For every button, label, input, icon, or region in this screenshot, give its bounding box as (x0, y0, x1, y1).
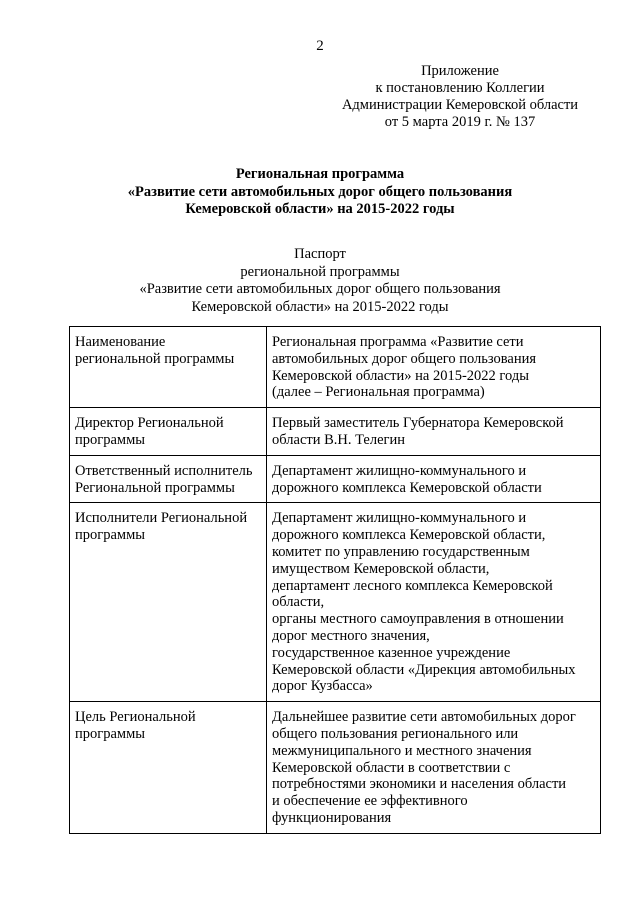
table-row (70, 455, 601, 503)
row-label-line: Исполнители Региональной (75, 510, 248, 527)
passport-title-line: «Развитие сети автомобильных дорог общего пользования (139, 281, 501, 297)
row-value-line: функционирования (272, 809, 392, 826)
row-value-line: департамент лесного комплекса Кемеровской (272, 577, 553, 594)
row-value-line: Департамент жилищно-коммунального и (272, 510, 527, 527)
row-value-line: Региональная программа «Развитие сети (272, 334, 524, 350)
row-label-cell (70, 503, 267, 702)
row-value-cell (267, 702, 601, 834)
program-title (0, 166, 640, 219)
passport-table-body (70, 327, 601, 834)
row-value-line: общего пользования регионального или (272, 725, 519, 742)
program-title-line: Кемеровской области» на 2015-2022 годы (185, 201, 455, 217)
passport-title (0, 246, 640, 316)
row-value-line: имуществом Кемеровской области, (272, 560, 490, 577)
appendix-line: от 5 марта 2019 г. № 137 (384, 114, 536, 130)
row-value-line: Департамент жилищно-коммунального и (272, 462, 527, 479)
row-label-line: Ответственный исполнитель (75, 462, 253, 479)
row-label-line: региональной программы (75, 350, 235, 367)
row-value-line: автомобильных дорог общего пользования (272, 350, 537, 367)
row-label-line: программы (75, 431, 145, 448)
appendix-line: к постановлению Коллегии (375, 80, 545, 96)
appendix-line: Администрации Кемеровской области (341, 97, 579, 113)
row-value-line: Дальнейшее развитие сети автомобильных дорог (272, 709, 576, 726)
row-label-line: Региональной программы (75, 479, 235, 496)
table-row (70, 503, 601, 702)
row-value-line: (далее – Региональная программа) (272, 384, 485, 401)
table-row (70, 702, 601, 834)
row-value-cell (267, 408, 601, 456)
row-value-line: дорожного комплекса Кемеровской области (272, 479, 542, 496)
row-value-line: дорог местного значения, (272, 627, 430, 644)
row-value-cell (267, 455, 601, 503)
row-value-line: области, (272, 594, 325, 611)
row-value-line: дорожного комплекса Кемеровской области, (272, 527, 546, 544)
passport-title-line: Кемеровской области» на 2015-2022 годы (191, 298, 449, 315)
row-value-line: Кемеровской области в соответствии с (272, 759, 511, 776)
row-value-line: Кемеровской области» на 2015-2022 годы (272, 367, 529, 384)
program-title-line: «Развитие сети автомобильных дорог общего пользования (127, 183, 513, 200)
row-label-line: Директор Региональной (75, 415, 224, 432)
program-title-line: Региональная программа (235, 166, 405, 182)
row-label-line: Цель Региональной (75, 709, 196, 726)
row-label-cell (70, 455, 267, 503)
row-label-cell (70, 702, 267, 834)
row-value-line: и обеспечение ее эффективного (272, 793, 468, 810)
row-label-line: программы (75, 527, 145, 544)
appendix-block (340, 63, 580, 131)
page-number: 2 (316, 38, 324, 54)
table-row (70, 408, 601, 456)
row-value-cell (267, 503, 601, 702)
passport-title-line: региональной программы (240, 263, 400, 280)
row-value-cell (267, 327, 601, 408)
row-value-line: Первый заместитель Губернатора Кемеровской (272, 415, 564, 432)
row-value-line: органы местного самоуправления в отношении (272, 611, 564, 628)
row-label-line: Наименование (75, 334, 166, 350)
row-label-line: программы (75, 725, 145, 742)
row-label-cell (70, 327, 267, 408)
row-value-line: области В.Н. Телегин (272, 431, 405, 448)
passport-table (69, 326, 601, 834)
table-row (70, 327, 601, 408)
row-value-line: дорог Кузбасса» (272, 678, 373, 695)
row-value-line: комитет по управлению государственным (272, 543, 530, 560)
row-value-line: межмуниципального и местного значения (272, 742, 532, 759)
row-value-line: Кемеровской области «Дирекция автомобильных (272, 661, 576, 678)
passport-title-line: Паспорт (294, 246, 346, 262)
appendix-line: Приложение (421, 63, 499, 79)
row-value-line: государственное казенное учреждение (272, 644, 511, 661)
row-label-cell (70, 408, 267, 456)
row-value-line: потребностями экономики и населения области (272, 776, 567, 793)
